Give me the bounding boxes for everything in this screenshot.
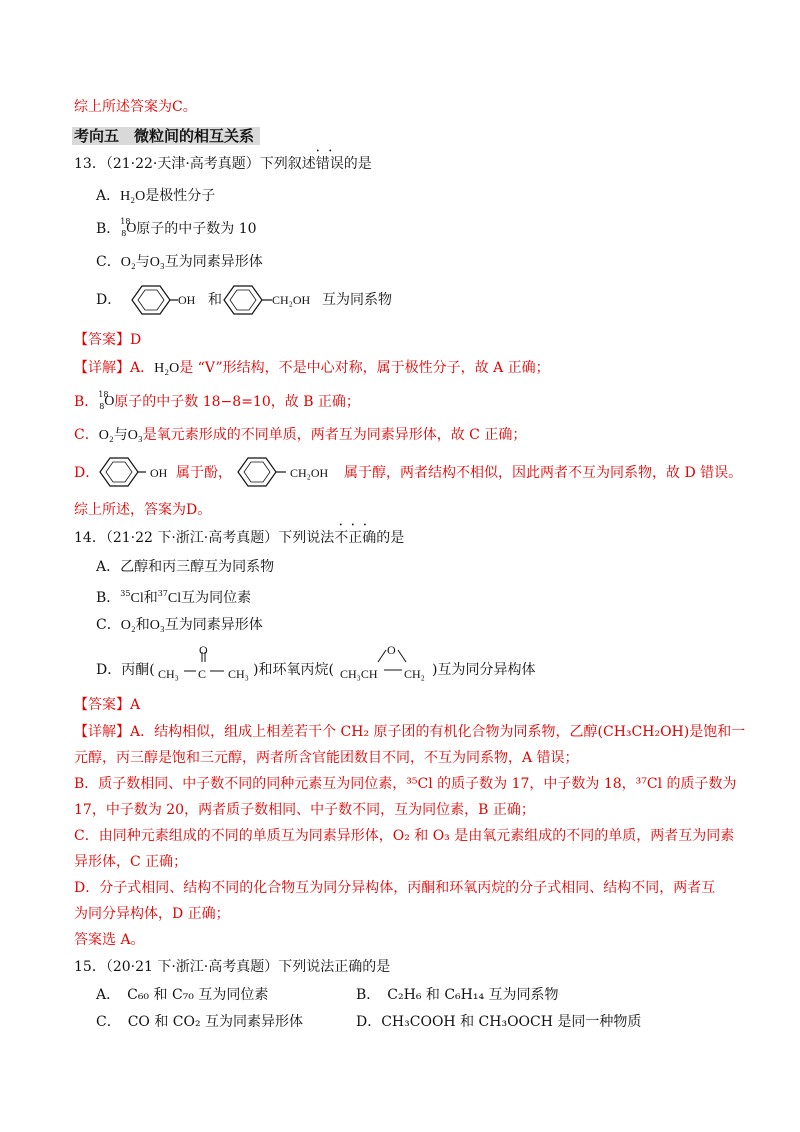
detail-isotope xyxy=(98,392,114,412)
option-letter: C． xyxy=(96,254,121,270)
q14-stem-end: 的是 xyxy=(376,530,405,546)
detail-prefix: B． xyxy=(74,394,99,410)
q15-option-a: A． C₆₀ 和 C₇₀ 互为同位素 xyxy=(96,987,269,1003)
and-text: 和 xyxy=(143,590,158,606)
q13-c-formula: O₂与O₃ xyxy=(120,255,165,270)
q14-c-formula: O₂和O₃ xyxy=(120,618,165,633)
q13-detail-d-mid: 属于酚， xyxy=(176,465,232,481)
phenol-oh: OH xyxy=(150,466,168,480)
q13-stem xyxy=(74,154,372,174)
q14-detail-line: 答案选 A。 xyxy=(74,932,145,948)
q15-option-c: C． CO 和 CO₂ 互为同素异形体 xyxy=(96,1014,304,1030)
q14-d-prefix: D．丙酮( xyxy=(96,662,155,678)
q14-b-text: 互为同位素 xyxy=(181,590,252,606)
q13-c-text: 互为同素异形体 xyxy=(164,254,263,270)
detail-text: 是 “V”形结构，不是中心对称，属于极性分子，故 A 正确； xyxy=(179,360,550,376)
q13-stem-text: 13．（21·22·天津·高考真题）下列叙述 xyxy=(74,156,316,172)
q14-detail-line: 为同分异构体，D 正确； xyxy=(74,906,230,922)
q14-c-text: 互为同素异形体 xyxy=(164,617,263,633)
acetone-oxygen: O xyxy=(199,643,208,657)
q14-option-a: A．乙醇和丙三醇互为同系物 xyxy=(96,559,275,575)
q13-emphasis xyxy=(316,156,344,172)
q13-b-text: 原子的中子数为 10 xyxy=(136,221,257,237)
acetone-ch3-right: CH₃ xyxy=(228,667,249,681)
q14-detail-line: 【详解】A．结构相似，组成上相差若干个 CH₂ 原子团的有机化合物为同系物，乙醇(CH₃CH₂OH)是饱和一 xyxy=(74,724,746,740)
acetone-carbon: C xyxy=(198,667,207,681)
epoxide-ch2: CH₂ xyxy=(404,667,425,681)
q13-stem-end: 的是 xyxy=(343,156,372,172)
q14-d-text: )互为同分异构体 xyxy=(432,662,536,678)
section-heading xyxy=(72,126,260,147)
q13-d-text: 互为同系物 xyxy=(322,292,392,308)
q14-option-b xyxy=(96,584,251,609)
detail-formula: H₂O xyxy=(154,361,180,376)
q14-detail-line: 元醇，丙三醇是饱和三元醇，两者所含官能团数目不同，不互为同系物，A 错误； xyxy=(74,750,579,766)
q13-answer: 【答案】D xyxy=(74,332,142,348)
epoxide-ch3ch: CH₃CH xyxy=(340,667,378,681)
option-letter: A． xyxy=(96,188,121,204)
phenol-oh: OH xyxy=(178,293,196,307)
isotope-number: 8 xyxy=(121,229,127,238)
prev-summary: 综上所述答案为C。 xyxy=(74,99,197,115)
q14-emphasis-dots: ••• xyxy=(339,522,376,529)
cl35 xyxy=(120,584,143,609)
q13-option-d xyxy=(96,290,121,310)
q14-option-c xyxy=(96,615,263,636)
q14-stem xyxy=(74,528,404,548)
isotope-symbol: Cl xyxy=(167,591,182,606)
q13-emphasis-dots: •• xyxy=(316,148,342,155)
q13-detail-b xyxy=(74,392,360,412)
q15-option-b: B． C₂H₆ 和 C₆H₁₄ 互为同系物 xyxy=(356,987,559,1003)
isotope-mass: 37 xyxy=(157,589,168,598)
detail-formula: O₂与O₃ xyxy=(98,428,143,443)
q13-option-c xyxy=(96,252,263,273)
acetone-ch3-left: CH₃ xyxy=(158,667,179,681)
q14-detail-line: D．分子式相同、结构不同的化合物互为同分异构体，丙酮和环氧丙烷的分子式相同、结构不同，两者互 xyxy=(74,880,716,896)
q15-option-d: D．CH₃COOH 和 CH₃OOCH 是同一种物质 xyxy=(356,1014,642,1030)
isotope-mass: 18 xyxy=(120,217,131,226)
benzyl-ch2oh: CH₂OH xyxy=(290,466,329,480)
cl37 xyxy=(158,584,181,609)
q13-option-a xyxy=(96,186,215,207)
isotope-symbol: Cl xyxy=(130,591,144,606)
q15-stem: 15．（20·21 下·浙江·高考真题）下列说法正确的是 xyxy=(74,959,391,975)
phenol-structure-icon xyxy=(96,454,156,490)
detail-prefix: C． xyxy=(74,427,99,443)
q13-detail-c xyxy=(74,425,526,446)
q14-detail-line: 异形体，C 正确； xyxy=(74,854,188,870)
q13-detail-a xyxy=(74,358,550,379)
q13-d-and: 和 xyxy=(208,292,222,308)
q13-a-formula: H₂O xyxy=(120,189,146,204)
q13-b-isotope xyxy=(120,219,136,239)
option-letter: B． xyxy=(96,221,121,237)
q14-detail-line: 17，中子数为 20，两者质子数相同、中子数不同，互为同位素，B 正确； xyxy=(74,802,535,818)
q13-summary: 综上所述，答案为D。 xyxy=(74,502,212,518)
q13-option-b xyxy=(96,219,257,239)
q13-emphasis-text: 错误 xyxy=(315,156,344,172)
option-letter: D． xyxy=(96,292,122,308)
isotope-mass: 18 xyxy=(98,390,109,399)
detail-prefix: 【详解】A． xyxy=(74,360,155,376)
q13-detail-d-text: 属于醇，两者结构不相似，因此两者不互为同系物，故 D 错误。 xyxy=(344,465,743,481)
q14-answer: 【答案】A xyxy=(74,697,141,713)
detail-text: 原子的中子数 18−8=10，故 B 正确； xyxy=(114,394,360,410)
q14-d-mid: )和环氧丙烷( xyxy=(253,662,334,678)
detail-text: 是氧元素形成的不同单质，两者互为同素异形体，故 C 正确； xyxy=(142,427,527,443)
q13-detail-d-prefix: D． xyxy=(74,465,100,481)
q14-emphasis-text: 不正确 xyxy=(334,530,377,546)
q14-detail-line: B．质子数相同、中子数不同的同种元素互为同位素，³⁵Cl 的质子数为 17，中子数为 18，³⁷Cl 的质子数为 xyxy=(74,776,737,792)
isotope-number: 8 xyxy=(99,402,105,411)
q14-detail-line: C．由同种元素组成的不同的单质互为同素异形体，O₂ 和 O₃ 是由氧元素组成的不同的单质，两者互为同素 xyxy=(74,828,735,844)
isotope-symbol: O xyxy=(126,221,137,236)
epoxide-oxygen: O xyxy=(387,643,396,657)
benzyl-alcohol-structure-icon xyxy=(234,454,294,490)
isotope-symbol: O xyxy=(104,394,115,409)
option-letter: C． xyxy=(96,617,121,633)
q13-a-text: 是极性分子 xyxy=(145,188,216,204)
q14-stem-text: 14．（21·22 下·浙江·高考真题）下列说法 xyxy=(74,530,335,546)
benzyl-ch2oh: CH₂OH xyxy=(272,293,311,307)
isotope-mass: 35 xyxy=(120,589,131,598)
section-title: 考向五 微粒间的相互关系 xyxy=(72,127,260,145)
option-letter: B． xyxy=(96,590,121,606)
